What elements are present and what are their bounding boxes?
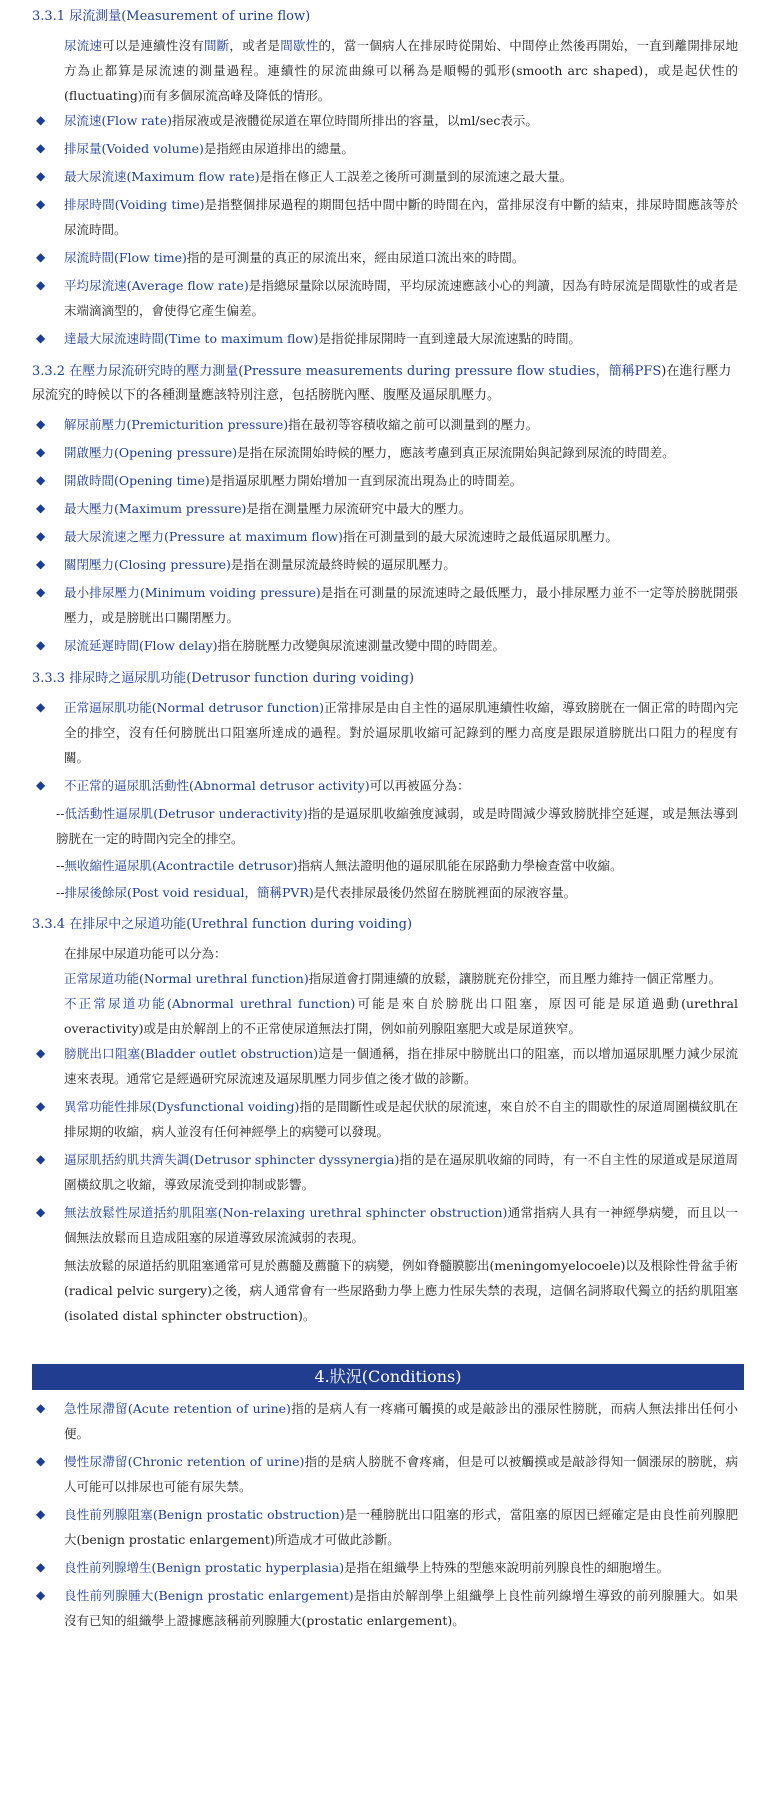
- conditions-header: 4.狀況(Conditions): [32, 1364, 744, 1390]
- list-item: ◆ 無法放鬆性尿道括約肌阻塞(Non-relaxing urethral sphincter obstruction)通常指病人具有一神經學病變，而且以一個無法放鬆而且造成阻塞的尿道導致尿流減弱的表現。: [32, 1200, 738, 1250]
- diamond-bullet-icon: ◆: [36, 529, 46, 543]
- list-item: ◆ 開啟時間(Opening time)是指逼尿肌壓力開始增加一直到尿流出現為止的時間差。: [32, 468, 738, 493]
- list-item: ◆ 異常功能性排尿(Dysfunctional voiding)指的是間斷性或是起伏狀的尿流速，來自於不自主的間歇性的尿道周圍橫紋肌在排尿期的收縮，病人並沒有任何神經學上的病變可以發現。: [32, 1094, 738, 1144]
- list-item: ◆ 關閉壓力(Closing pressure)是指在測量尿流最終時候的逼尿肌壓力。: [32, 552, 738, 577]
- term: 間斷: [203, 38, 230, 53]
- diamond-bullet-icon: ◆: [36, 778, 46, 792]
- list-item: ◆ 平均尿流速(Average flow rate)是指總尿量除以尿流時間，平均尿流速應該小心的判讀，因為有時尿流是間歇性的或者是末端滴滴型的，會使得它產生偏差。: [32, 273, 738, 323]
- list-item: ◆ 膀胱出口阻塞(Bladder outlet obstruction)這是一個通稱，指在排尿中膀胱出口的阻塞，而以增加逼尿肌壓力減少尿流速來表現。通常它是經過研究尿流速及逼尿肌壓力同步值之後才做的診斷。: [32, 1041, 738, 1091]
- list-item: ◆ 尿流延遲時間(Flow delay)指在膀胱壓力改變與尿流速測量改變中間的時間差。: [32, 633, 738, 658]
- list-item: ◆ 不正常的逼尿肌活動性(Abnormal detrusor activity)可以再被區分為：: [32, 773, 738, 798]
- list-item: ◆ 尿流時間(Flow time)指的是可測量的真正的尿流出來，經由尿道口流出來的時間。: [32, 245, 738, 270]
- section-intro: 在排尿中尿道功能可以分為：: [64, 946, 227, 961]
- diamond-bullet-icon: ◆: [36, 417, 46, 431]
- section-title: 3.3.2 在壓力尿流研究時的壓力測量(Pressure measurements during pressure flow studies，簡稱PFS)在進行壓力尿流究的時候以下的各種測量應該特別注意，包括膀胱內壓、腹壓及逼尿肌壓力。: [32, 364, 732, 403]
- diamond-bullet-icon: ◆: [36, 1099, 46, 1113]
- diamond-bullet-icon: ◆: [36, 278, 46, 292]
- list-item: ◆ 最小排尿壓力(Minimum voiding pressure)是指在可測量的尿流速時之最低壓力，最小排尿壓力並不一定等於膀胱開張壓力，或是膀胱出口關閉壓力。: [32, 580, 738, 630]
- section-intro: 尿流速可以是連續性沒有間斷，或者是間歇性的，當一個病人在排尿時從開始、中間停止然後再開始，一直到離開排尿地方為止都算是尿流速的測量過程。連續性的尿流曲線可以稱為是順暢的弧形(smooth arc shaped)，或是起伏性的(fluctuating)而有多個尿流高峰及降低的情形。: [64, 38, 738, 103]
- diamond-bullet-icon: ◆: [36, 700, 46, 714]
- diamond-bullet-icon: ◆: [36, 1454, 46, 1468]
- list-item: ◆ 排尿時間(Voiding time)是指整個排尿過程的期間包括中間中斷的時間在內，當排尿沒有中斷的結束，排尿時間應該等於尿流時間。: [32, 192, 738, 242]
- diamond-bullet-icon: ◆: [36, 113, 46, 127]
- sub-item: --低活動性逼尿肌(Detrusor underactivity)指的是逼尿肌收縮強度減弱，或是時間減少導致膀胱排空延遲，或是無法導到膀胱在一定的時間內完全的排空。: [56, 806, 738, 846]
- diamond-bullet-icon: ◆: [36, 445, 46, 459]
- diamond-bullet-icon: ◆: [36, 1507, 46, 1521]
- diamond-bullet-icon: ◆: [36, 1588, 46, 1602]
- list-item: ◆ 急性尿滯留(Acute retention of urine)指的是病人有一疼痛可觸摸的或是敲診出的漲尿性膀胱，而病人無法排出任何小便。: [32, 1396, 738, 1446]
- diamond-bullet-icon: ◆: [36, 585, 46, 599]
- section-title: 3.3.1 尿流測量(Measurement of urine flow): [32, 9, 311, 24]
- list-item: ◆ 排尿量(Voided volume)是指經由尿道排出的總量。: [32, 136, 738, 161]
- paragraph: 無法放鬆的尿道括約肌阻塞通常可見於薦髓及薦髓下的病變，例如脊髓膜膨出(meningomyelocoele)以及根除性骨盆手術(radical pelvic surgery)之後，病人通常會有一些尿路動力學上應力性尿失禁的表現，這個名詞將取代獨立的括約肌阻塞(isolated distal sphincter obstruction)。: [64, 1258, 738, 1323]
- list-item: ◆ 良性前列腺增生(Benign prostatic hyperplasia)是指在組織學上特殊的型態來說明前列腺良性的細胞增生。: [32, 1555, 738, 1580]
- list-item: ◆ 逼尿肌括約肌共濟失調(Detrusor sphincter dyssynergia)指的是在逼尿肌收縮的同時，有一不自主性的尿道或是尿道周圍橫紋肌之收縮，導致尿流受到抑制或影響。: [32, 1147, 738, 1197]
- paragraph: 正常尿道功能(Normal urethral function)指尿道會打開連續的放鬆，讓膀胱充份排空，而且壓力維持一個正常壓力。: [64, 971, 722, 986]
- list-item: ◆ 最大尿流速之壓力(Pressure at maximum flow)指在可測量到的最大尿流速時之最低逼尿肌壓力。: [32, 524, 738, 549]
- section-3-3-3: [32, 667, 738, 905]
- diamond-bullet-icon: ◆: [36, 1560, 46, 1574]
- diamond-bullet-icon: ◆: [36, 250, 46, 264]
- diamond-bullet-icon: ◆: [36, 1401, 46, 1415]
- list-item: ◆ 正常逼尿肌功能(Normal detrusor function)正常排尿是由自主性的逼尿肌連續性收縮，導致膀胱在一個正常的時間內完全的排空，沒有任何膀胱出口阻塞所達成的過程。對於逼尿肌收縮可記錄到的壓力高度是跟尿道膀胱出口阻力的程度有關。: [32, 695, 738, 770]
- diamond-bullet-icon: ◆: [36, 557, 46, 571]
- list-item: ◆ 最大壓力(Maximum pressure)是指在測量壓力尿流研究中最大的壓力。: [32, 496, 738, 521]
- sub-item: --排尿後餘尿(Post void residual，簡稱PVR)是代表排尿最後仍然留在膀胱裡面的尿液容量。: [56, 885, 577, 900]
- diamond-bullet-icon: ◆: [36, 197, 46, 211]
- list-item: ◆ 慢性尿滯留(Chronic retention of urine)指的是病人膀胱不會疼痛，但是可以被觸摸或是敲診得知一個漲尿的膀胱，病人可能可以排尿也可能有尿失禁。: [32, 1449, 738, 1499]
- diamond-bullet-icon: ◆: [36, 501, 46, 515]
- sub-item: --無收縮性逼尿肌(Acontractile detrusor)指病人無法證明他的逼尿肌能在尿路動力學檢查當中收縮。: [56, 858, 623, 873]
- term: 尿流速: [64, 38, 103, 53]
- section-3-3-2: [32, 360, 738, 658]
- list-item: ◆ 良性前列腺阻塞(Benign prostatic obstruction)是一種膀胱出口阻塞的形式，當阻塞的原因已經確定是由良性前列腺肥大(benign prostatic enlargement)所造成才可做此診斷。: [32, 1502, 738, 1552]
- list-item: ◆ 開啟壓力(Opening pressure)是指在尿流開始時候的壓力，應該考慮到真正尿流開始與記錄到尿流的時間差。: [32, 440, 738, 465]
- section-title: 3.3.3 排尿時之逼尿肌功能(Detrusor function during voiding): [32, 671, 415, 686]
- section-3-3-4: [32, 913, 738, 1328]
- diamond-bullet-icon: ◆: [36, 638, 46, 652]
- diamond-bullet-icon: ◆: [36, 331, 46, 345]
- list-item: ◆ 良性前列腺腫大(Benign prostatic enlargement)是指由於解剖學上組織學上良性前列線增生導致的前列腺腫大。如果沒有已知的組織學上證據應該稱前列腺腫大(prostatic enlargement)。: [32, 1583, 738, 1633]
- diamond-bullet-icon: ◆: [36, 1152, 46, 1166]
- list-item: ◆ 最大尿流速(Maximum flow rate)是指在修正人工誤差之後所可測量到的尿流速之最大量。: [32, 164, 738, 189]
- term: 間歇性: [280, 38, 319, 53]
- section-title: 3.3.4 在排尿中之尿道功能(Urethral function during voiding): [32, 917, 413, 932]
- diamond-bullet-icon: ◆: [36, 169, 46, 183]
- diamond-bullet-icon: ◆: [36, 141, 46, 155]
- list-item: ◆ 解尿前壓力(Premicturition pressure)指在最初等容積收縮之前可以測量到的壓力。: [32, 412, 738, 437]
- diamond-bullet-icon: ◆: [36, 1205, 46, 1219]
- list-item: ◆ 尿流速(Flow rate)指尿液或是液體從尿道在單位時間所排出的容量，以ml/sec表示。: [32, 108, 738, 133]
- section-3-3-1: [32, 5, 738, 351]
- diamond-bullet-icon: ◆: [36, 1046, 46, 1060]
- diamond-bullet-icon: ◆: [36, 473, 46, 487]
- paragraph: 不正常尿道功能(Abnormal urethral function)可能是來自於膀胱出口阻塞，原因可能是尿道過動(urethral overactivity)或是由於解剖上的不正常使尿道無法打開，例如前列腺阻塞肥大或是尿道狹窄。: [64, 996, 738, 1036]
- list-item: ◆ 達最大尿流速時間(Time to maximum flow)是指從排尿開時一直到達最大尿流速點的時間。: [32, 326, 738, 351]
- section-4: [32, 1396, 738, 1633]
